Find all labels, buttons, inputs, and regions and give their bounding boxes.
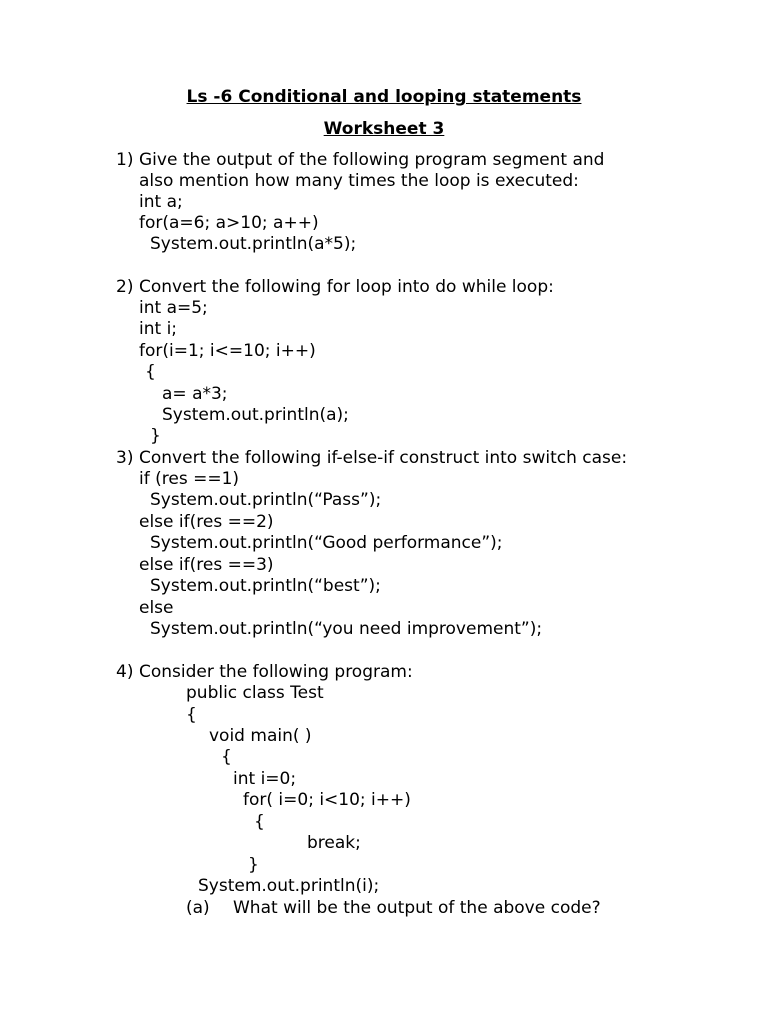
question-2-number: 2)	[116, 277, 134, 297]
worksheet-subtitle: Worksheet 3	[323, 119, 445, 139]
code-line: void main( )	[209, 726, 312, 746]
code-line: System.out.println(“best”);	[150, 576, 381, 596]
code-line: {	[186, 705, 197, 725]
code-line: {	[254, 812, 265, 832]
question-2-line: Convert the following for loop into do while loop:	[139, 277, 554, 297]
code-line: int i;	[139, 319, 178, 339]
code-line: else if(res ==2)	[139, 512, 274, 532]
code-line: break;	[307, 833, 361, 853]
code-line: }	[150, 426, 161, 446]
code-line: for(a=6; a>10; a++)	[139, 213, 319, 233]
code-line: }	[248, 855, 259, 875]
code-line: System.out.println(“Good performance”);	[150, 533, 503, 553]
code-line: else if(res ==3)	[139, 555, 274, 575]
sub-question-text: What will be the output of the above code?	[233, 898, 601, 918]
sub-question-label: (a)	[186, 898, 210, 918]
code-line: System.out.println(“you need improvement”);	[150, 619, 543, 639]
code-line: if (res ==1)	[139, 469, 240, 489]
code-line: for(i=1; i<=10; i++)	[139, 341, 316, 361]
code-line: int a;	[139, 192, 183, 212]
code-line: else	[139, 598, 174, 618]
question-3-number: 3)	[116, 448, 134, 468]
code-line: {	[221, 747, 232, 767]
code-line: a= a*3;	[162, 384, 228, 404]
worksheet-title: Ls -6 Conditional and looping statements	[186, 87, 582, 107]
question-3-line: Convert the following if-else-if construct into switch case:	[139, 448, 628, 468]
code-line: int a=5;	[139, 298, 208, 318]
code-line: System.out.println(a*5);	[150, 234, 357, 254]
code-line: public class Test	[186, 683, 324, 703]
question-4-number: 4)	[116, 662, 134, 682]
code-line: {	[145, 362, 156, 382]
code-line: for( i=0; i<10; i++)	[243, 790, 411, 810]
question-4-line: Consider the following program:	[139, 662, 413, 682]
code-line: System.out.println(a);	[162, 405, 349, 425]
question-1-number: 1)	[116, 150, 134, 170]
code-line: System.out.println(“Pass”);	[150, 490, 382, 510]
code-line: System.out.println(i);	[198, 876, 380, 896]
question-1-line: Give the output of the following program segment and	[139, 150, 605, 170]
question-1-line: also mention how many times the loop is executed:	[139, 171, 579, 191]
code-line: int i=0;	[233, 769, 297, 789]
